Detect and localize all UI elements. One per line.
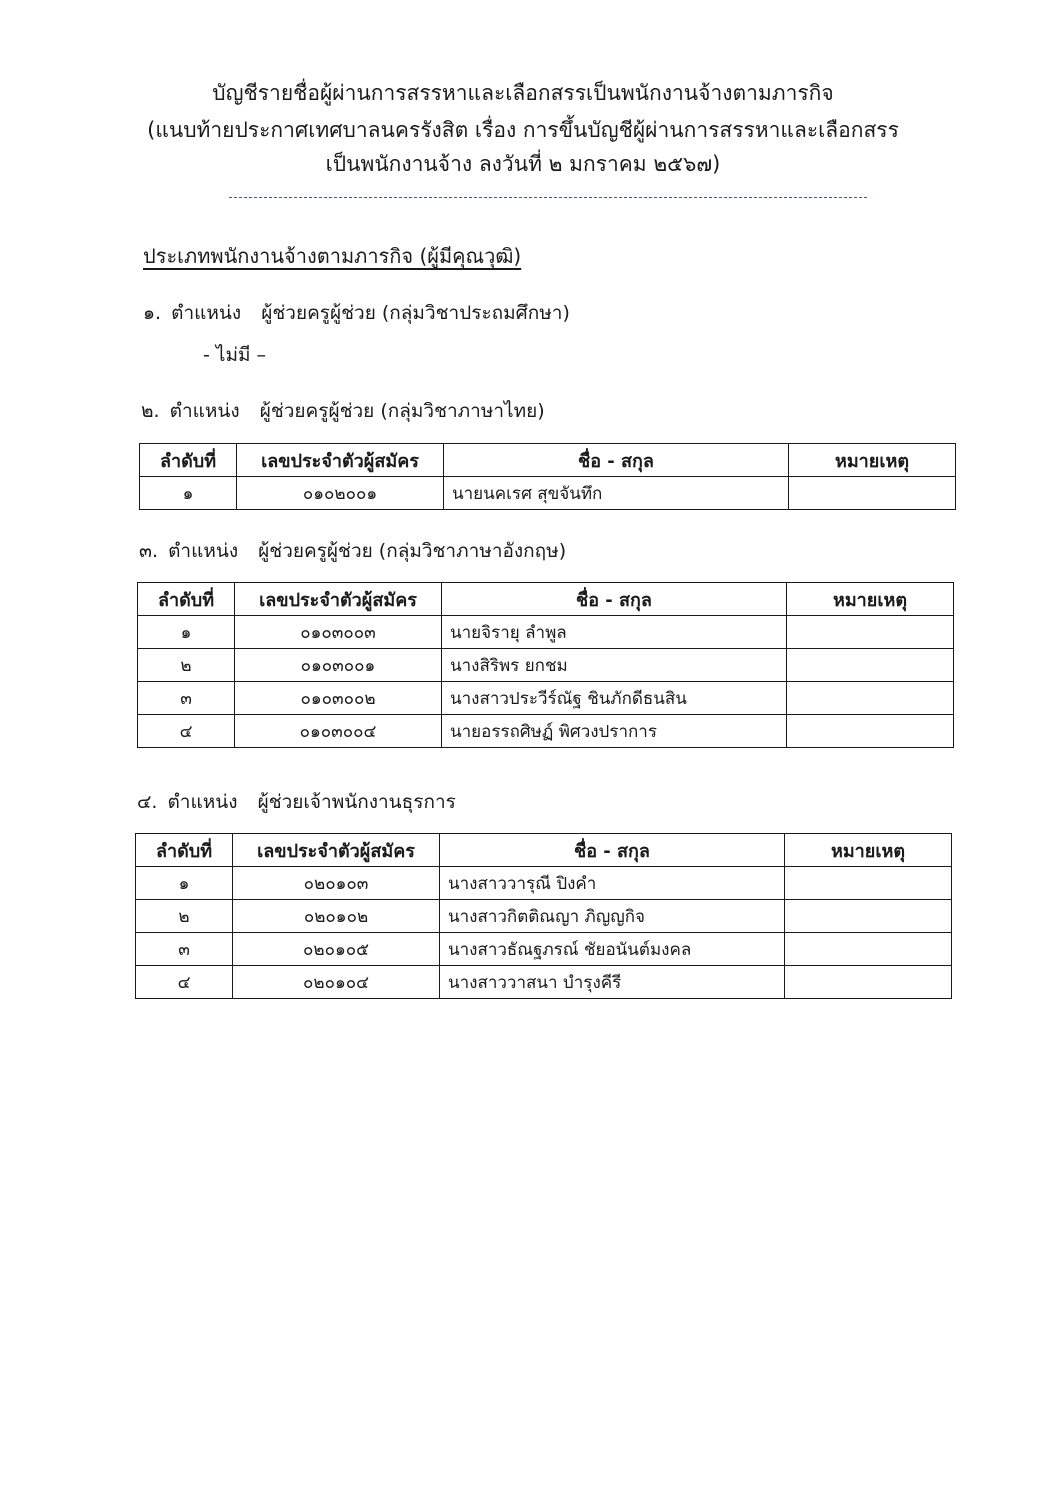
cell-index: ๔ [136,966,233,999]
dashed-divider [229,197,867,198]
cell-name: นางสาววารุณี ปิงคำ [440,867,785,900]
applicant-table-4 [135,833,952,999]
cell-index: ๓ [136,933,233,966]
column-header-name: ชื่อ - สกุล [442,583,787,616]
table-row [136,966,952,999]
cell-remarks [789,477,956,510]
table-row [138,649,954,682]
column-header-remarks: หมายเหตุ [789,444,956,477]
cell-index: ๒ [138,649,235,682]
position-heading-2 [141,396,545,426]
cell-name: นางสาวกิตติณญา ภิญญกิจ [440,900,785,933]
column-header-index: ลำดับที่ [136,834,233,867]
cell-name: นายอรรถศิษฏ์ พิศวงปราการ [442,715,787,748]
cell-index: ๒ [136,900,233,933]
cell-remarks [787,616,954,649]
applicant-table-3 [137,582,954,748]
table-row [138,616,954,649]
table-row [140,477,956,510]
column-header-index: ลำดับที่ [138,583,235,616]
cell-remarks [785,867,952,900]
position-heading-4 [137,787,456,817]
column-header-remarks: หมายเหตุ [787,583,954,616]
position-label: ตำแหน่ง [168,540,239,562]
table-row [136,900,952,933]
column-header-index: ลำดับที่ [140,444,237,477]
position-label: ตำแหน่ง [169,400,240,422]
position-title: ผู้ช่วยครูผู้ช่วย (กลุ่มวิชาภาษาไทย) [259,400,545,422]
cell-index: ๑ [140,477,237,510]
cell-index: ๓ [138,682,235,715]
position-heading-3 [139,536,566,566]
column-header-remarks: หมายเหตุ [785,834,952,867]
cell-remarks [787,715,954,748]
table-row [138,715,954,748]
column-header-name: ชื่อ - สกุล [444,444,789,477]
table-header-row [140,444,956,477]
cell-remarks [785,933,952,966]
column-header-applicant-id: เลขประจำตัวผู้สมัคร [233,834,440,867]
table-row [138,682,954,715]
position-number: ๑. [143,302,162,324]
table-row [136,867,952,900]
cell-index: ๔ [138,715,235,748]
position-heading-1 [143,298,570,328]
position-title: ผู้ช่วยครูผู้ช่วย (กลุ่มวิชาประถมศึกษา) [261,302,570,324]
cell-applicant-id: ๐๑๐๓๐๐๔ [235,715,442,748]
cell-index: ๑ [136,867,233,900]
cell-applicant-id: ๐๑๐๓๐๐๑ [235,649,442,682]
cell-remarks [787,682,954,715]
cell-remarks [785,900,952,933]
cell-applicant-id: ๐๑๐๓๐๐๒ [235,682,442,715]
position-title: ผู้ช่วยเจ้าพนักงานธุรการ [257,791,456,813]
position-number: ๔. [137,791,158,813]
cell-applicant-id: ๐๒๐๑๐๒ [233,900,440,933]
cell-name: นางสิริพร ยกชม [442,649,787,682]
cell-applicant-id: ๐๒๐๑๐๕ [233,933,440,966]
table-row [136,933,952,966]
cell-applicant-id: ๐๒๐๑๐๓ [233,867,440,900]
column-header-name: ชื่อ - สกุล [440,834,785,867]
cell-name: นายจิรายุ ลำพูล [442,616,787,649]
cell-remarks [787,649,954,682]
category-heading: ประเภทพนักงานจ้างตามภารกิจ (ผู้มีคุณวุฒิ) [143,244,522,268]
document-subtitle-line1: (แนบท้ายประกาศเทศบาลนครรังสิต เรื่อง การขึ้นบัญชีผู้ผ่านการสรรหาและเลือกสรร [147,118,899,142]
cell-name: นางสาวประวีร์ณัฐ ชินภักดีธนสิน [442,682,787,715]
cell-name: นางสาวธัณฐภรณ์ ชัยอนันต์มงคล [440,933,785,966]
cell-name: นางสาววาสนา บำรุงคีรี [440,966,785,999]
cell-applicant-id: ๐๒๐๑๐๔ [233,966,440,999]
cell-applicant-id: ๐๑๐๒๐๐๑ [237,477,444,510]
position-number: ๒. [141,400,160,422]
cell-applicant-id: ๐๑๐๓๐๐๓ [235,616,442,649]
document-title: บัญชีรายชื่อผู้ผ่านการสรรหาและเลือกสรรเป็นพนักงานจ้างตามภารกิจ [212,81,834,105]
no-applicants-note: - ไม่มี – [203,344,267,366]
position-label: ตำแหน่ง [167,791,238,813]
position-number: ๓. [139,540,159,562]
table-header-row [136,834,952,867]
position-label: ตำแหน่ง [171,302,242,324]
column-header-applicant-id: เลขประจำตัวผู้สมัคร [235,583,442,616]
position-title: ผู้ช่วยครูผู้ช่วย (กลุ่มวิชาภาษาอังกฤษ) [258,540,567,562]
document-subtitle-line2: เป็นพนักงานจ้าง ลงวันที่ ๒ มกราคม ๒๕๖๗) [325,152,721,176]
cell-remarks [785,966,952,999]
table-header-row [138,583,954,616]
cell-name: นายนคเรศ สุขจันทึก [444,477,789,510]
column-header-applicant-id: เลขประจำตัวผู้สมัคร [237,444,444,477]
applicant-table-2 [139,443,956,510]
cell-index: ๑ [138,616,235,649]
